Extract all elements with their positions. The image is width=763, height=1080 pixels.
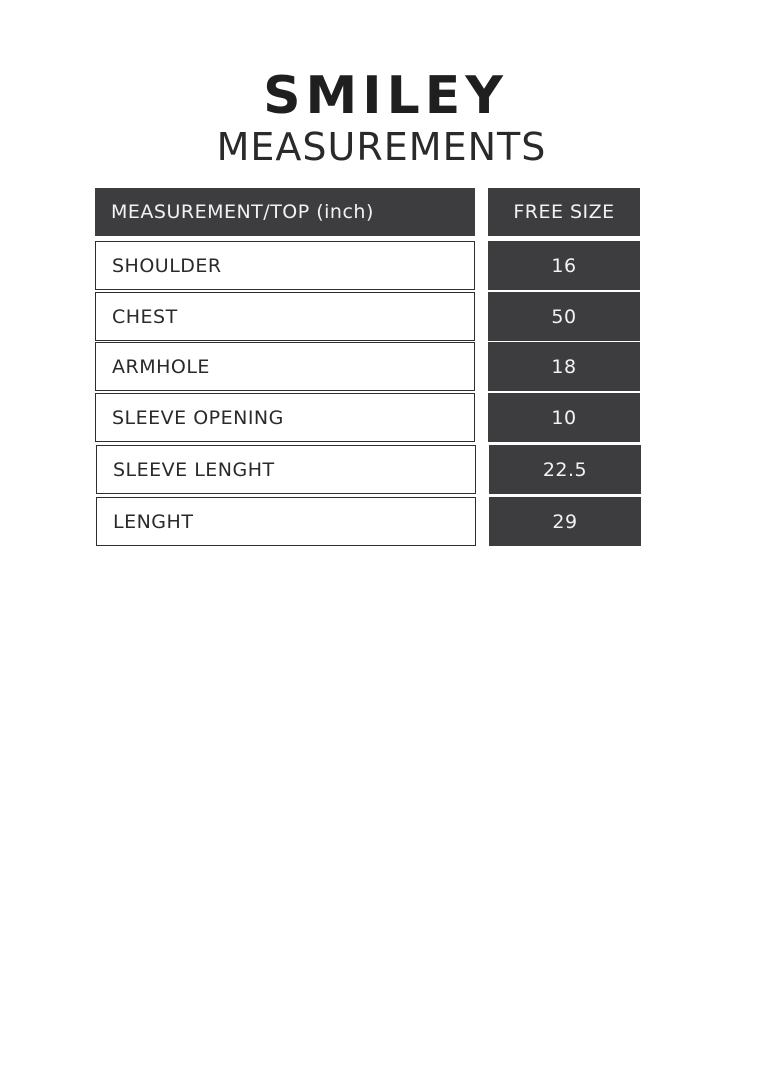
row-value-sleeve-opening: 10 [488,393,640,442]
row-label-armhole: ARMHOLE [95,342,475,391]
header-size-cell: FREE SIZE [488,188,640,236]
page-subtitle: MEASUREMENTS [216,125,547,169]
row-value-chest: 50 [488,292,640,341]
row-value-length: 29 [489,497,641,546]
row-label-length: LENGHT [96,497,476,546]
brand-title: SMILEY [263,66,508,126]
row-label-chest: CHEST [95,292,475,341]
header-measurement-cell: MEASUREMENT/TOP (inch) [95,188,475,236]
row-label-sleeve-opening: SLEEVE OPENING [95,393,475,442]
row-label-shoulder: SHOULDER [95,241,475,290]
row-value-armhole: 18 [488,342,640,391]
row-label-sleeve-length: SLEEVE LENGHT [96,445,476,494]
row-value-shoulder: 16 [488,241,640,290]
row-value-sleeve-length: 22.5 [489,445,641,494]
